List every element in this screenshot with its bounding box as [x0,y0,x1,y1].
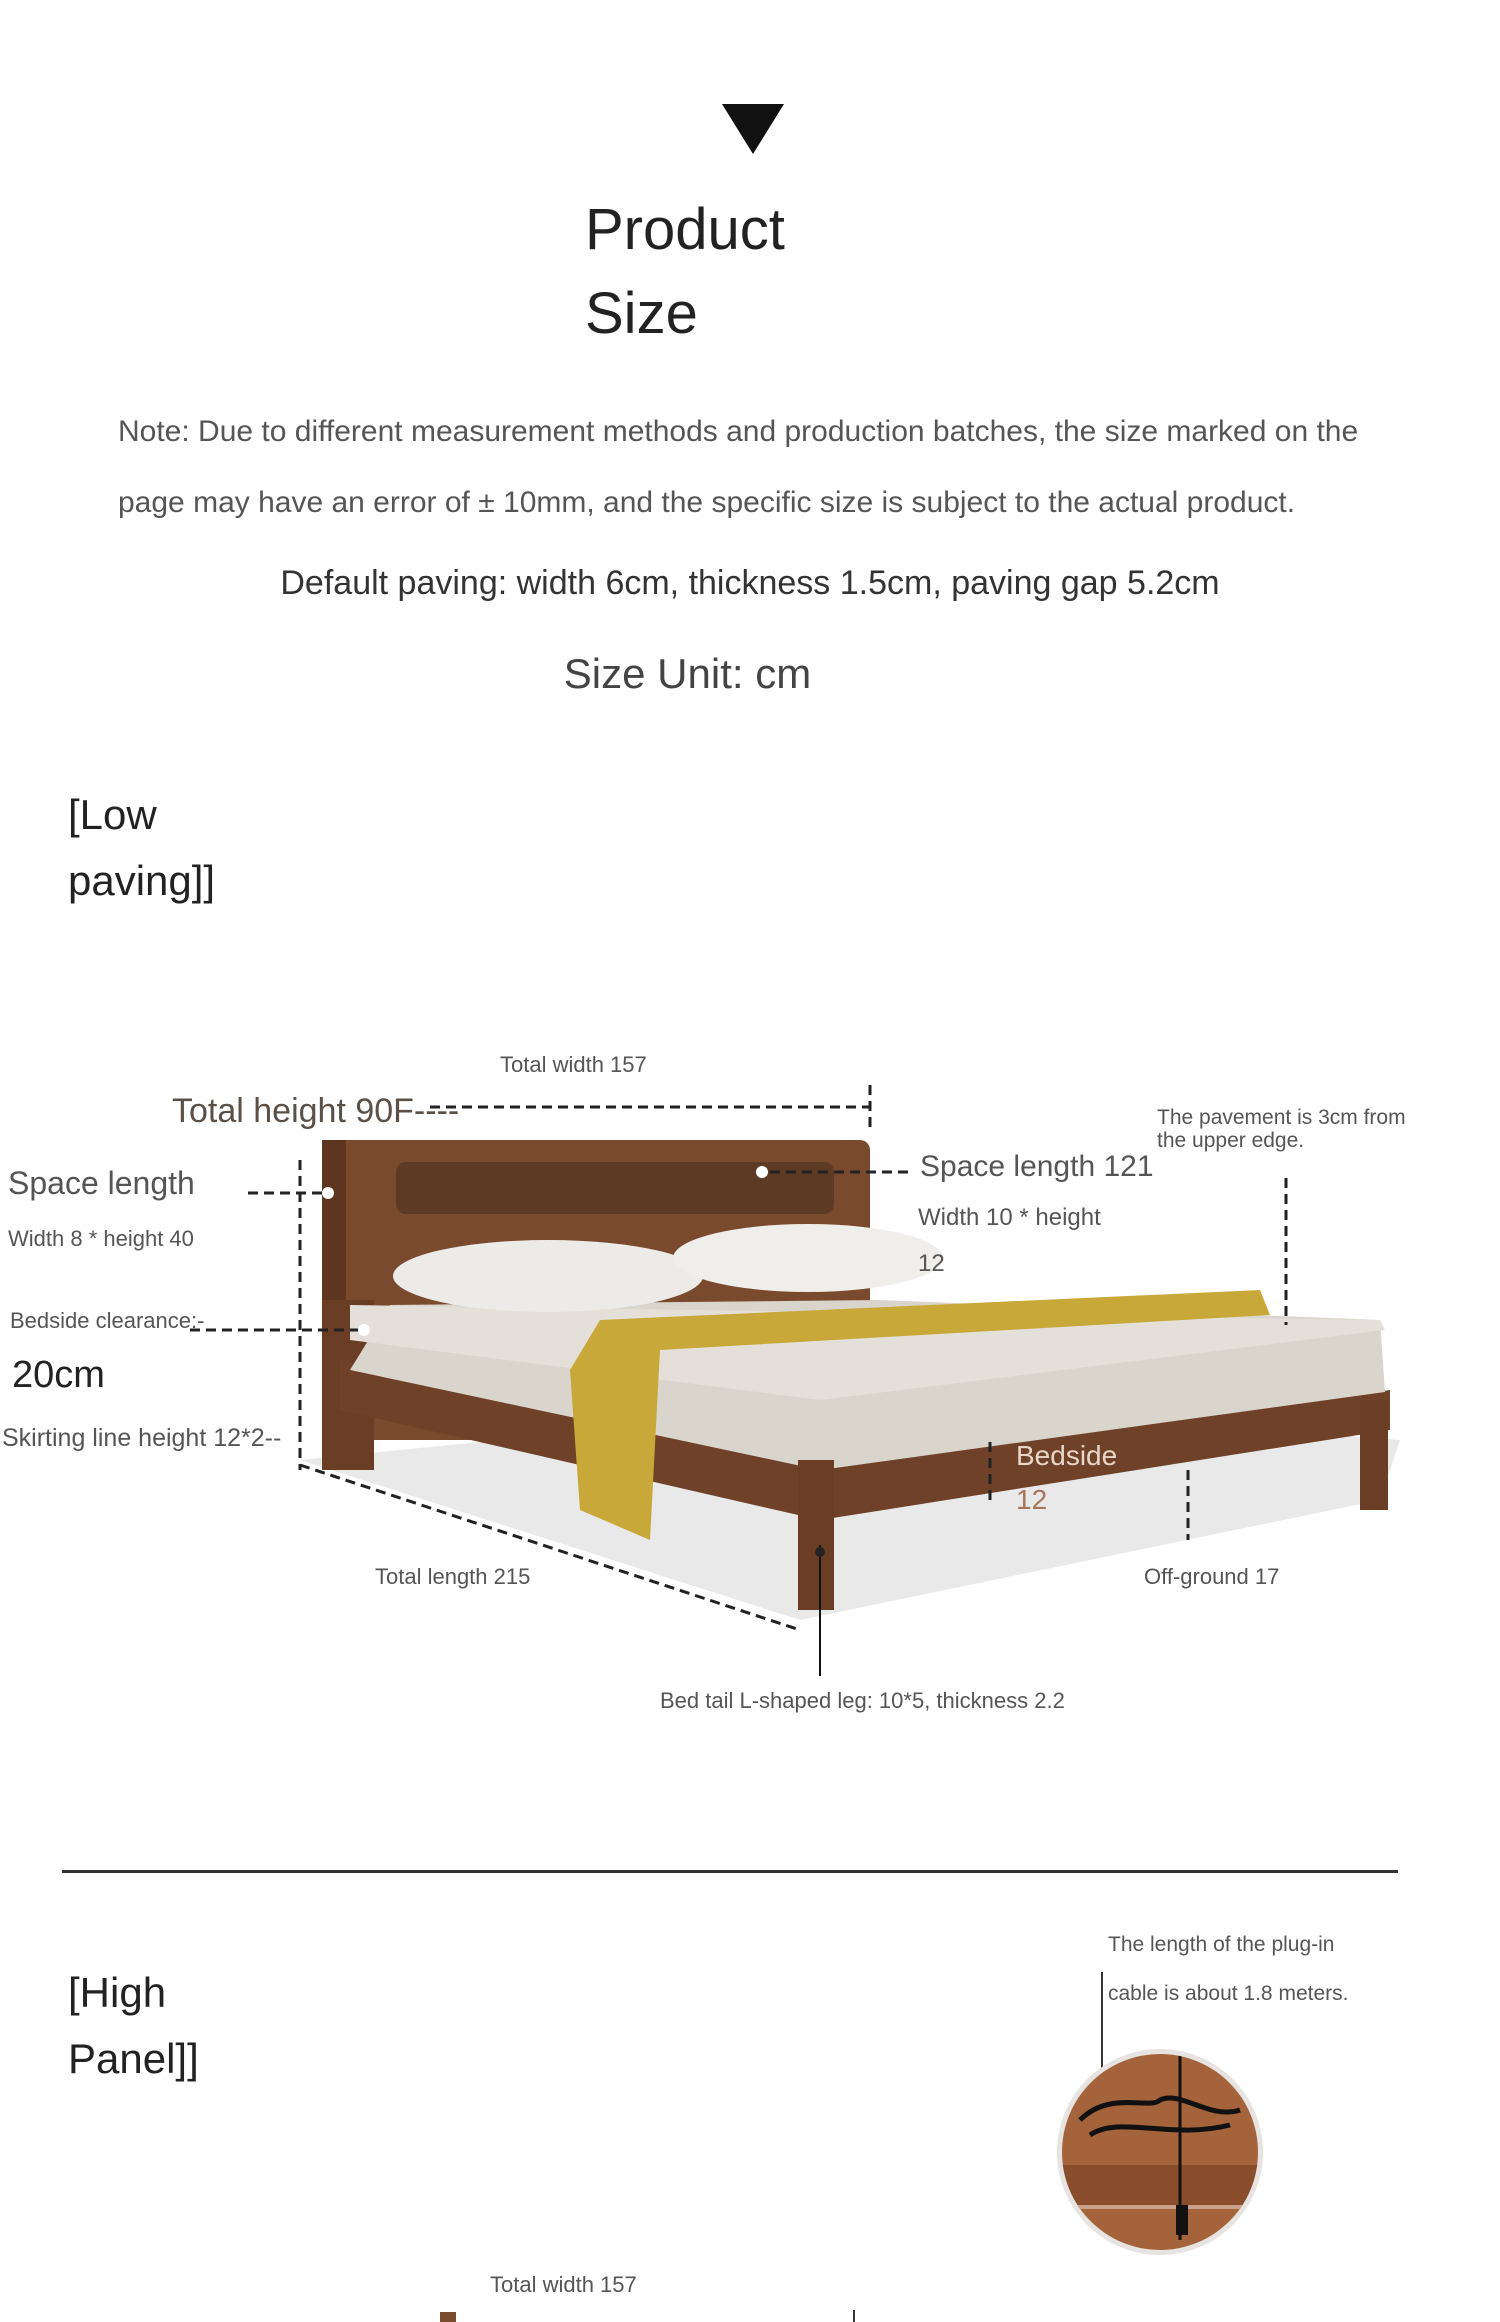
cable-note-2: cable is about 1.8 meters. [1108,1982,1349,2005]
high-panel-total-width-label: Total width 157 [490,2272,637,2297]
heading-line-2: paving]] [68,857,216,904]
headboard-top-edge [440,2312,456,2322]
bedside-value: 12 [1016,1484,1048,1515]
size-unit-text: Size Unit: cm [563,650,812,697]
bedside-clearance-value: 20cm [12,1354,105,1396]
heading-line-1: [Low [68,791,157,838]
pavement-note-2: the upper edge. [1157,1129,1305,1152]
total-width-label: Total width 157 [500,1052,647,1077]
space-length-right-dims-1: Width 10 * height [918,1204,1101,1231]
heading-line-1: [High [68,1969,167,2016]
skirting-line-label: Skirting line height 12*2-- [2,1424,282,1452]
title-line-1: Product [585,197,785,262]
total-length-label: Total length 215 [375,1564,531,1589]
heading-line-2: Panel]] [68,2035,199,2082]
space-length-left-dims: Width 8 * height 40 [8,1226,194,1251]
space-length-right-dims-2: 12 [918,1250,945,1277]
title-line-2: Size [585,281,698,346]
bed-tail-leg-label: Bed tail L-shaped leg: 10*5, thickness 2.2 [660,1688,1065,1713]
note-line-2: page may have an error of ± 10mm, and the specific size is subject to the actual product. [118,486,1296,519]
note-line-1: Note: Due to different measurement methods and production batches, the size marked on the [118,415,1359,448]
space-length-right-label: Space length 121 [920,1150,1154,1183]
bedside-clearance-label: Bedside clearance:- [10,1308,205,1333]
space-length-left-label: Space length [8,1165,195,1201]
bedside-label: Bedside [1016,1440,1118,1471]
cable-note-1: The length of the plug-in [1108,1933,1335,1956]
off-ground-label: Off-ground 17 [1144,1564,1280,1589]
width-dimension-tick [853,2310,855,2322]
total-height-label: Total height 90F---- [172,1092,460,1130]
pavement-note-1: The pavement is 3cm from [1157,1106,1406,1129]
default-paving-text: Default paving: width 6cm, thickness 1.5cm, paving gap 5.2cm [280,564,1220,602]
